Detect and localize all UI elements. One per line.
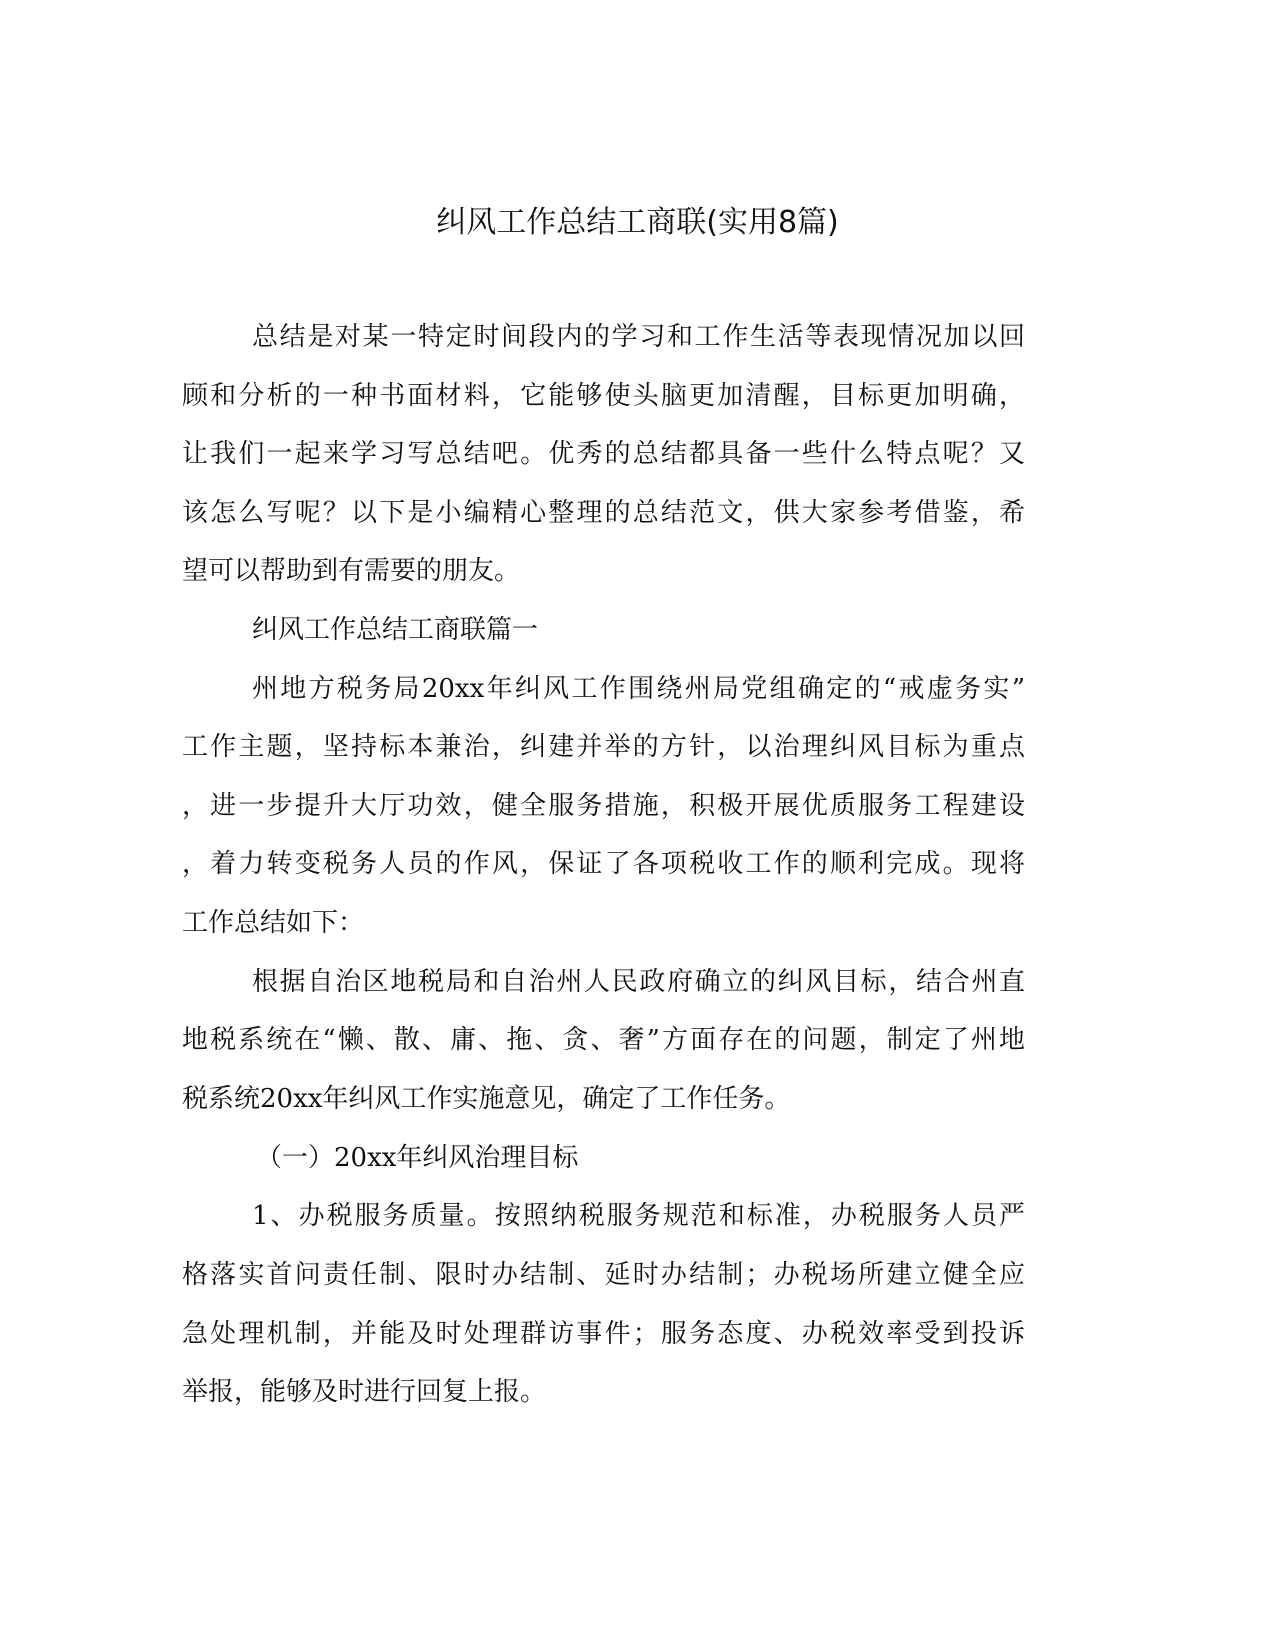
paragraph-line: 税系统20xx年纠风工作实施意见，确定了工作任务。 bbox=[182, 1084, 791, 1114]
paragraph-line: 总结是对某一特定时间段内的学习和工作生活等表现情况加以回 bbox=[252, 322, 1025, 352]
paragraph-line: 工作主题，坚持标本兼治，纠建并举的方针，以治理纠风目标为重点 bbox=[182, 732, 1025, 762]
paragraph-line: ，着力转变税务人员的作风，保证了各项税收工作的顺利完成。现将 bbox=[182, 849, 1025, 879]
paragraph-line: ，进一步提升大厅功效，健全服务措施，积极开展优质服务工程建设 bbox=[182, 791, 1025, 821]
paragraph-line: 让我们一起来学习写总结吧。优秀的总结都具备一些什么特点呢？又 bbox=[182, 439, 1025, 469]
paragraph-line: 地税系统在“懒、散、庸、拖、贪、奢”方面存在的问题，制定了州地 bbox=[182, 1025, 1025, 1055]
paragraph-line: 州地方税务局20xx年纠风工作围绕州局党组确定的“戒虚务实” bbox=[252, 674, 1025, 704]
subsection-heading: （一）20xx年纠风治理目标 bbox=[256, 1143, 579, 1173]
document-title: 纠风工作总结工商联(实用8篇) bbox=[436, 205, 839, 240]
paragraph-line: 望可以帮助到有需要的朋友。 bbox=[182, 556, 521, 586]
paragraph-line: 急处理机制，并能及时处理群访事件；服务态度、办税效率受到投诉 bbox=[182, 1319, 1025, 1349]
paragraph-line: 根据自治区地税局和自治州人民政府确立的纠风目标，结合州直 bbox=[252, 967, 1025, 997]
paragraph-line: 格落实首问责任制、限时办结制、延时办结制；办税场所建立健全应 bbox=[182, 1260, 1025, 1290]
paragraph-line: 工作总结如下： bbox=[182, 908, 365, 938]
paragraph-line: 1、办税服务质量。按照纳税服务规范和标准，办税服务人员严 bbox=[252, 1201, 1025, 1231]
paragraph-line: 顾和分析的一种书面材料，它能够使头脑更加清醒，目标更加明确， bbox=[182, 381, 1025, 411]
paragraph-line: 举报，能够及时进行回复上报。 bbox=[182, 1377, 547, 1407]
paragraph-line: 该怎么写呢？以下是小编精心整理的总结范文，供大家参考借鉴，希 bbox=[182, 498, 1025, 528]
section-heading: 纠风工作总结工商联篇一 bbox=[252, 615, 539, 645]
